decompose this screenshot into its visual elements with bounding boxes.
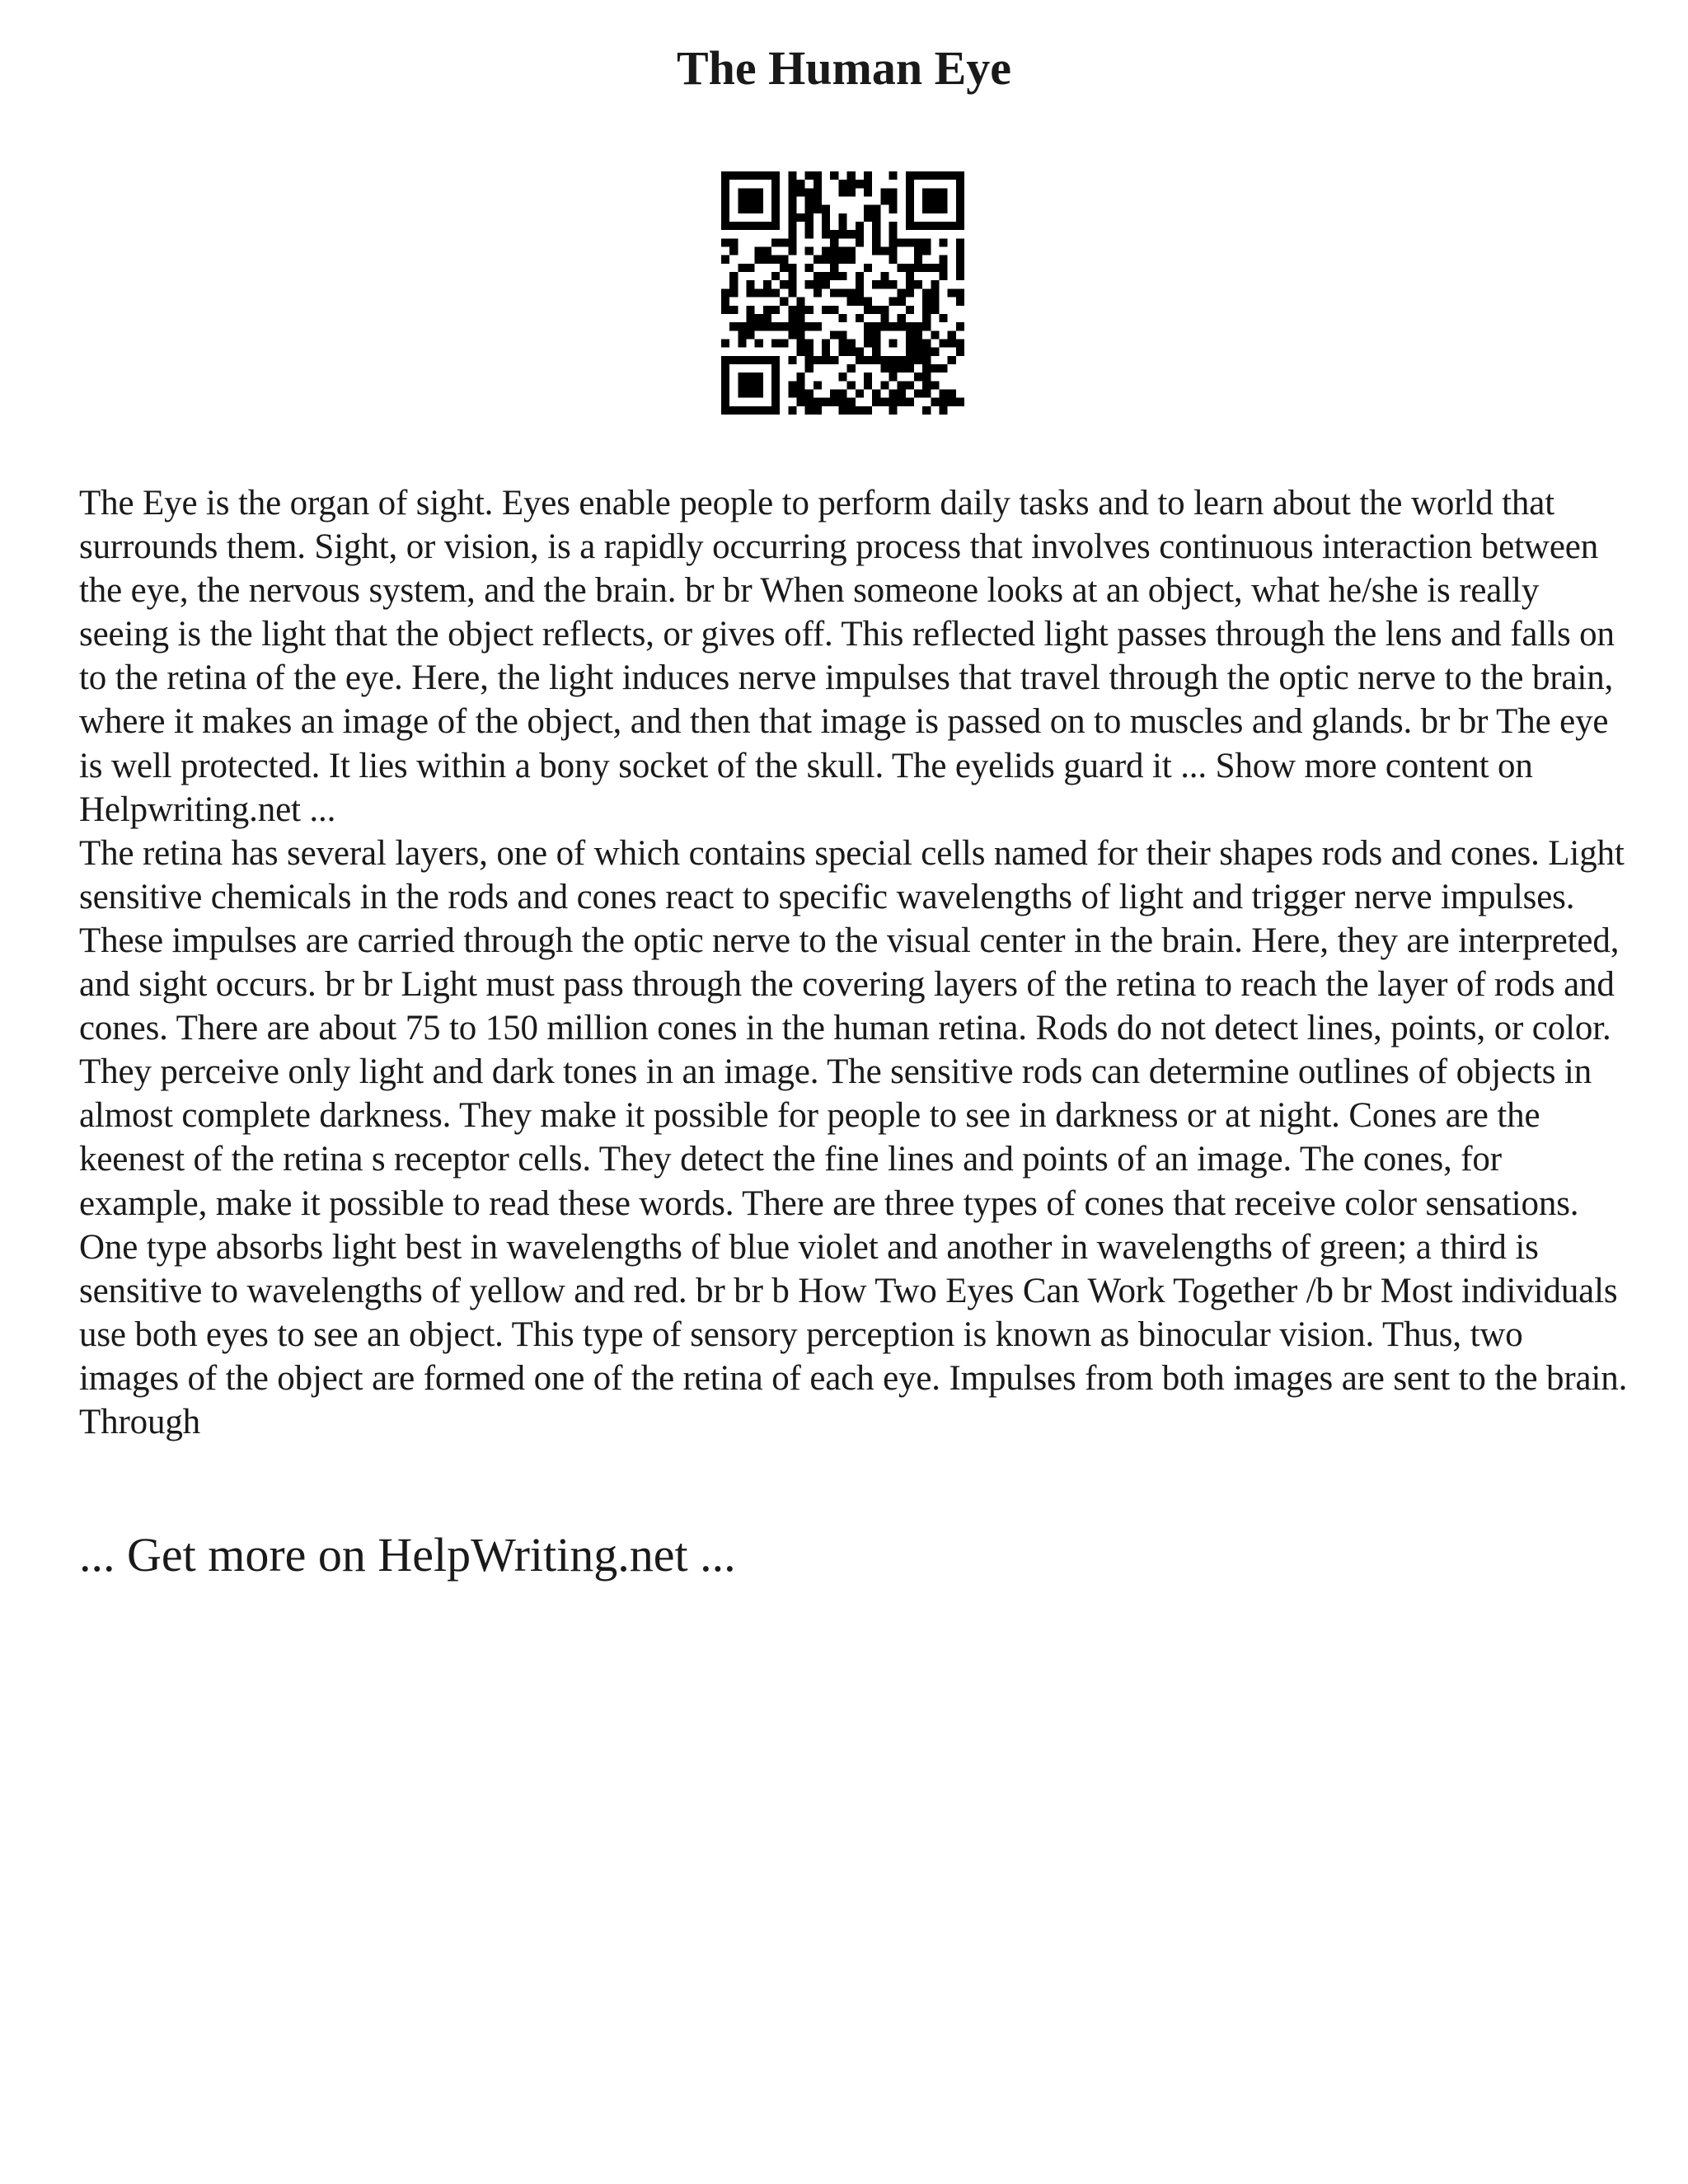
body-paragraph-2: The retina has several layers, one of which contains special cells named for their shapes rods and cones. Light sensitive chemicals in the rods and cones react to specific wavelengths of light and trigger nerve impulses. These impulses are carried through the optic nerve to the visual center in the brain. Here, they are interpreted, and sight occurs. br br Light must pass through the covering layers of the retina to reach the layer of rods and cones. There are about 75 to 150 million cones in the human retina. Rods do not detect lines, points, or color. They perceive only light and dark tones in an image. The sensitive rods can determine outlines of objects in almost complete darkness. They make it possible for people to see in darkness or at night. Cones are the keenest of the retina s receptor cells. They detect the fine lines and points of an image. The cones, for example, make it possible to read these words. There are three types of cones that receive color sensations. One type absorbs light best in wavelengths of blue violet and another in wavelengths of green; a third is sensitive to wavelengths of yellow and red. br br b How Two Eyes Can Work Together /b br Most individuals use both eyes to see an object. This type of sensory perception is known as binocular vision. Thus, two images of the object are formed one of the retina of each eye. Impulses from both images are sent to the brain. Through	[79, 833, 1628, 1441]
document-body	[79, 481, 1629, 1444]
body-paragraph-1: The Eye is the organ of sight. Eyes enable people to perform daily tasks and to learn about the world that surrounds them. Sight, or vision, is a rapidly occurring process that involves continuous interaction between the eye, the nervous system, and the brain. br br When someone looks at an object, what he/she is really seeing is the light that the object reflects, or gives off. This reflected light passes through the lens and falls on to the retina of the eye. Here, the light induces nerve impulses that travel through the optic nerve to the brain, where it makes an image of the object, and then that image is passed on to muscles and glands. br br The eye is well protected. It lies within a bony socket of the skull. The eyelids guard it ... Show more content on Helpwriting.net ...	[79, 484, 1615, 829]
document-title: The Human Eye	[676, 41, 1012, 95]
get-more-link[interactable]: ... Get more on HelpWriting.net ...	[79, 1528, 736, 1582]
qr-code-icon	[721, 171, 964, 415]
